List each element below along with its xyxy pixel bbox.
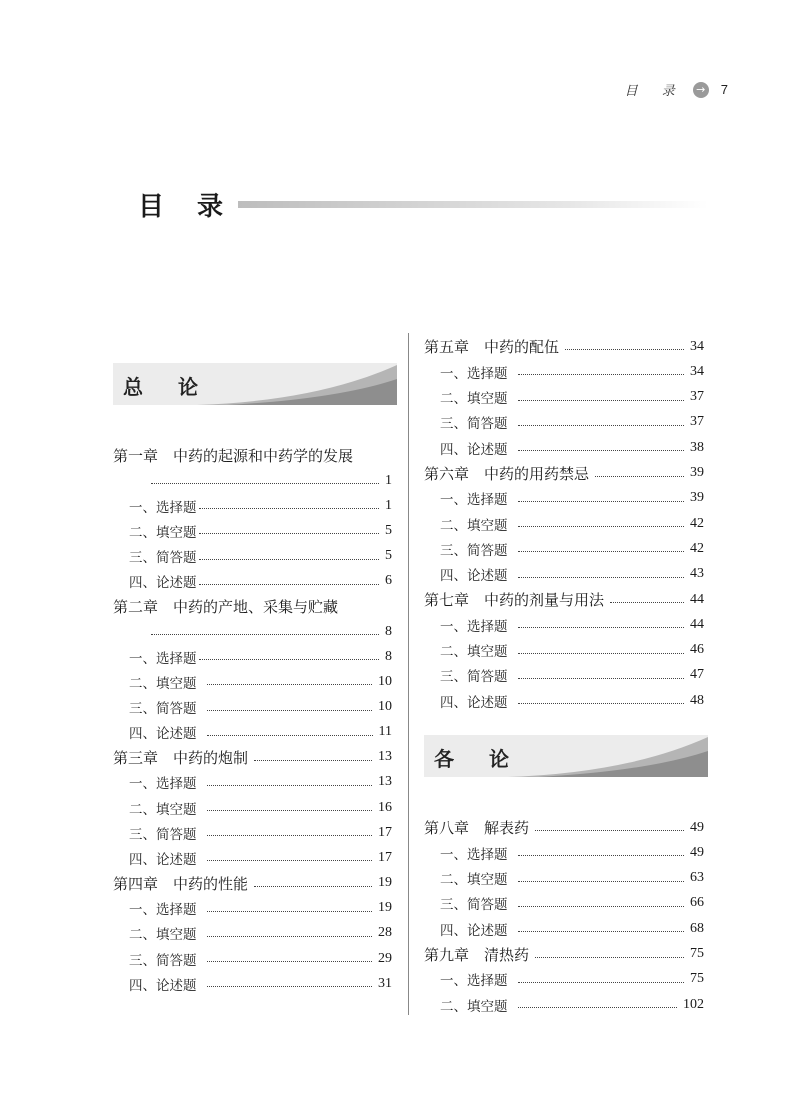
dot-leader — [565, 349, 684, 350]
toc-page-number: 49 — [690, 844, 704, 860]
toc-entry-label: 四、论述题 — [129, 575, 197, 592]
toc-subentry[interactable] — [129, 644, 392, 669]
toc-entry-label: 二、填空题 — [440, 872, 508, 889]
toc-page-number: 42 — [690, 515, 704, 531]
toc-entry-label: 一、选择题 — [440, 492, 508, 509]
toc-page-number: 39 — [690, 465, 704, 480]
toc-page-number: 5 — [385, 522, 392, 538]
dot-leader — [518, 450, 685, 451]
dot-leader — [518, 400, 685, 401]
toc-page-number: 37 — [690, 414, 704, 430]
toc-subentry[interactable] — [129, 896, 392, 921]
toc-entry-label: 一、选择题 — [440, 846, 508, 863]
title-rule — [238, 201, 708, 208]
toc-page-number: 39 — [690, 490, 704, 506]
toc-entry-label: 四、论述题 — [440, 922, 508, 939]
toc-page-number: 38 — [690, 439, 704, 455]
toc-entry-label: 一、选择题 — [129, 776, 197, 793]
toc-entry-label: 四、论述题 — [440, 441, 508, 458]
toc-subentry[interactable] — [129, 695, 392, 720]
toc-chapter-entry[interactable] — [113, 594, 392, 619]
page-title: 目 录 — [138, 192, 236, 222]
toc-subentry[interactable] — [440, 486, 704, 511]
toc-subentry[interactable] — [129, 720, 392, 745]
section-title-specific: 各 论 — [434, 747, 523, 771]
toc-subentry[interactable] — [129, 946, 392, 971]
dot-leader — [518, 931, 685, 932]
toc-entry-label: 三、简答题 — [440, 542, 508, 559]
toc-subentry[interactable] — [129, 795, 392, 820]
toc-page-number: 5 — [385, 548, 392, 564]
toc-subentry[interactable] — [440, 385, 704, 410]
toc-subentry[interactable] — [440, 359, 704, 384]
toc-page-number: 66 — [690, 895, 704, 911]
dot-leader — [207, 810, 373, 811]
toc-subentry[interactable] — [440, 967, 704, 992]
toc-entry-label: 二、填空题 — [440, 517, 508, 534]
dot-leader — [207, 785, 373, 786]
toc-page-number: 68 — [690, 920, 704, 936]
arrow-right-icon: → — [693, 82, 709, 98]
toc-entry-label: 第五章 中药的配伍 — [424, 338, 560, 356]
dot-leader — [207, 986, 373, 987]
toc-subentry[interactable] — [440, 410, 704, 435]
toc-page-number: 48 — [690, 692, 704, 708]
toc-page-number: 47 — [690, 667, 704, 683]
toc-chapter-entry[interactable] — [424, 334, 704, 359]
dot-leader — [207, 860, 373, 861]
toc-entry-label: 四、论述题 — [129, 726, 197, 743]
dot-leader — [254, 760, 372, 761]
toc-chapter-entry[interactable] — [145, 619, 392, 644]
dot-leader — [518, 627, 685, 628]
toc-page-number: 28 — [378, 925, 392, 941]
toc-subentry[interactable] — [129, 544, 392, 569]
toc-chapter-entry[interactable] — [113, 871, 392, 896]
toc-page-number: 8 — [385, 648, 392, 664]
toc-entry-label: 三、简答题 — [440, 897, 508, 914]
dot-leader — [518, 703, 685, 704]
dot-leader — [151, 634, 379, 635]
dot-leader — [199, 659, 380, 660]
dot-leader — [199, 533, 380, 534]
dot-leader — [207, 710, 373, 711]
dot-leader — [207, 684, 373, 685]
dot-leader — [518, 653, 685, 654]
toc-entry-label: 一、选择题 — [440, 365, 508, 382]
dot-leader — [151, 483, 379, 484]
dot-leader — [518, 906, 685, 907]
toc-subentry[interactable] — [440, 992, 704, 1017]
toc-entry-label: 三、简答题 — [129, 701, 197, 717]
dot-leader — [518, 551, 685, 552]
toc-entry-label: 二、填空题 — [440, 644, 508, 661]
toc-subentry[interactable] — [440, 612, 704, 637]
toc-entry-label: 一、选择题 — [440, 973, 508, 990]
toc-page-number: 6 — [385, 573, 392, 589]
toc-entry-label: 第六章 中药的用药禁忌 — [424, 464, 590, 483]
toc-subentry[interactable] — [129, 518, 392, 543]
toc-page-number: 102 — [683, 996, 704, 1012]
toc-entry-label: 四、论述题 — [129, 977, 197, 994]
dot-leader — [207, 961, 373, 962]
toc-subentry[interactable] — [129, 569, 392, 594]
toc-subentry[interactable] — [129, 770, 392, 795]
toc-entry-label: 三、简答题 — [129, 952, 197, 969]
toc-page-number: 42 — [690, 540, 704, 556]
toc-entry-label: 三、简答题 — [440, 416, 508, 433]
toc-entry-label: 四、论述题 — [440, 694, 508, 711]
toc-entry-label: 第一章 中药的起源和中药学的发展 — [113, 447, 354, 465]
toc-chapter-entry[interactable] — [424, 587, 704, 612]
toc-entry-label: 二、填空题 — [129, 927, 197, 944]
toc-entry-label: 二、填空题 — [129, 524, 197, 541]
toc-entry-label: 第四章 中药的性能 — [113, 874, 249, 893]
toc-entry-label: 四、论述题 — [440, 568, 508, 585]
toc-subentry[interactable] — [440, 638, 704, 663]
dot-leader — [518, 577, 685, 578]
toc-entry-label: 第九章 清热药 — [424, 945, 530, 964]
dot-leader — [518, 855, 685, 856]
toc-entry-label: 一、选择题 — [129, 902, 197, 919]
running-header — [625, 80, 728, 99]
section-banner-general — [113, 363, 397, 405]
dot-leader — [595, 476, 684, 477]
dot-leader — [207, 911, 373, 912]
dot-leader — [207, 835, 373, 836]
toc-page-number: 1 — [385, 497, 392, 513]
section-title-general: 总 论 — [123, 375, 212, 399]
toc-entry-label: 第七章 中药的剂量与用法 — [424, 591, 605, 609]
dot-leader — [518, 982, 685, 983]
toc-chapter-entry[interactable] — [113, 745, 392, 770]
toc-subentry[interactable] — [129, 971, 392, 996]
page-number: 7 — [720, 82, 728, 97]
dot-leader — [207, 936, 373, 937]
dot-leader — [518, 501, 685, 502]
dot-leader — [610, 602, 684, 603]
toc-entry-label: 二、填空题 — [129, 801, 197, 818]
toc-page-number: 75 — [690, 946, 704, 961]
toc-page-number: 16 — [378, 799, 392, 815]
toc-page-number: 44 — [690, 616, 704, 632]
toc-subentry[interactable] — [129, 845, 392, 870]
toc-subentry[interactable] — [440, 891, 704, 916]
toc-chapter-entry[interactable] — [424, 815, 704, 840]
toc-page-number: 8 — [385, 623, 392, 639]
header-title: 目 录 — [624, 84, 685, 99]
toc-entry-label: 二、填空题 — [129, 675, 197, 692]
toc-entry-label: 第三章 中药的炮制 — [113, 748, 249, 767]
toc-page-number: 13 — [378, 749, 392, 765]
toc-subentry[interactable] — [440, 916, 704, 941]
banner-swoosh-icon — [508, 735, 708, 777]
toc-entry-label: 四、论述题 — [129, 851, 197, 868]
toc-entry-label: 一、选择题 — [129, 650, 197, 667]
toc-page-number: 17 — [378, 824, 392, 840]
toc-page-number: 17 — [378, 849, 392, 865]
toc-entry-label: 三、简答题 — [440, 669, 508, 686]
toc-page-number: 13 — [378, 774, 392, 790]
dot-leader — [199, 559, 380, 560]
dot-leader — [535, 830, 684, 831]
toc-chapter-entry[interactable] — [113, 443, 392, 468]
toc-entry-label: 第八章 解表药 — [424, 819, 530, 837]
dot-leader — [518, 526, 685, 527]
toc-subentry[interactable] — [440, 511, 704, 536]
toc-subentry[interactable] — [440, 435, 704, 460]
toc-page-number: 19 — [378, 900, 392, 916]
section-banner-specific — [424, 735, 708, 777]
dot-leader — [518, 881, 685, 882]
toc-page-number: 43 — [690, 566, 704, 582]
toc-page-number: 29 — [378, 950, 392, 966]
toc-subentry[interactable] — [440, 562, 704, 587]
toc-subentry[interactable] — [129, 669, 392, 694]
toc-chapter-entry[interactable] — [424, 942, 704, 967]
toc-entry-label: 三、简答题 — [129, 550, 197, 567]
toc-page-number: 31 — [378, 975, 392, 991]
banner-swoosh-icon — [197, 363, 397, 405]
column-divider — [408, 333, 409, 1015]
toc-subentry[interactable] — [129, 493, 392, 518]
dot-leader — [518, 1007, 678, 1008]
toc-subentry[interactable] — [129, 820, 392, 845]
dot-leader — [207, 735, 373, 736]
toc-chapter-entry[interactable] — [145, 468, 392, 493]
toc-entry-label: 二、填空题 — [440, 998, 508, 1015]
toc-subentry[interactable] — [440, 840, 704, 865]
toc-entry-label: 一、选择题 — [129, 499, 197, 516]
dot-leader — [535, 957, 684, 958]
toc-subentry[interactable] — [440, 536, 704, 561]
toc-page-number: 75 — [690, 971, 704, 987]
toc-subentry[interactable] — [440, 688, 704, 713]
toc-page-number: 37 — [690, 389, 704, 405]
dot-leader — [254, 886, 372, 887]
toc-page-number: 34 — [690, 363, 704, 379]
toc-page-number: 49 — [690, 819, 704, 835]
toc-page-number: 10 — [378, 673, 392, 689]
toc-page-number: 34 — [690, 338, 704, 354]
toc-page-number: 63 — [690, 870, 704, 886]
toc-entry-label: 第二章 中药的产地、采集与贮藏 — [113, 597, 339, 616]
toc-subentry[interactable] — [440, 866, 704, 891]
toc-page-number: 10 — [378, 699, 392, 714]
toc-page-number: 46 — [690, 642, 704, 658]
dot-leader — [518, 678, 685, 679]
toc-page-number: 44 — [690, 591, 704, 607]
toc-page-number: 19 — [378, 875, 392, 891]
toc-page-number: 1 — [385, 472, 392, 488]
dot-leader — [518, 425, 685, 426]
toc-entry-label: 三、简答题 — [129, 826, 197, 843]
toc-entry-label: 一、选择题 — [440, 618, 508, 635]
dot-leader — [199, 584, 380, 585]
toc-entry-label: 二、填空题 — [440, 391, 508, 408]
toc-subentry[interactable] — [129, 921, 392, 946]
toc-page-number: 11 — [378, 724, 392, 740]
toc-subentry[interactable] — [440, 663, 704, 688]
dot-leader — [199, 508, 380, 509]
dot-leader — [518, 374, 685, 375]
toc-chapter-entry[interactable] — [424, 461, 704, 486]
